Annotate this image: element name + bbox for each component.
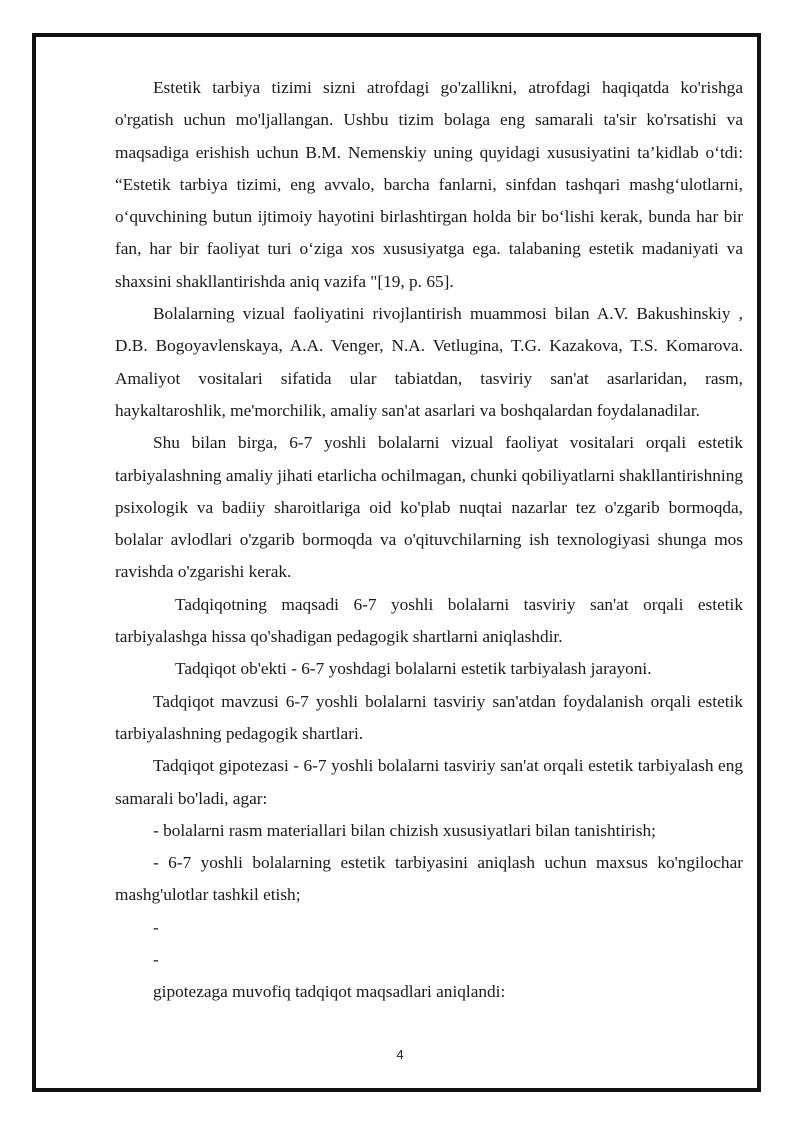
list-item-drawing-materials: - bolalarni rasm materiallari bilan chizish xususiyatlari bilan tanishtirish;	[153, 820, 656, 840]
paragraph-research-goals: gipotezaga muvofiq tadqiqot maqsadlari aniqlandi:	[153, 982, 506, 1002]
page-number: 4	[396, 1047, 404, 1062]
paragraph-aesthetic-system: Estetik tarbiya tizimi sizni atrofdagi go'zallikni, atrofdagi haqiqatda ko'rishga o'rgatish uchun mo'ljallangan. Ushbu tizim bolaga eng samarali ta'sir ko'rsatishi va maqsadiga erishish uchun B.M. Nemenskiy uning quyidagi xususiyatini ta’kidlab o‘tdi: “Estetik tarbiya tizimi, eng avvalo, barcha fanlarni, sinfdan tashqari mashg‘ulotlarni, o‘quvchining butun ijtimoiy hayotini birlashtirgan holda bir bo‘lishi kerak, bunda har bir fan, har bir faoliyat turi o‘ziga xos xususiyatga ega. talabaning estetik madaniyati va shaxsini shakllantirishda aniq vazifa "[19, p. 65].	[115, 78, 743, 291]
paragraph-research-subject: Tadqiqot mavzusi 6-7 yoshli bolalarni tasviriy san'atdan foydalanish orqali estetik tarbiyalashning pedagogik shartlari.	[115, 691, 743, 743]
paragraph-practical-aspect: Shu bilan birga, 6-7 yoshli bolalarni vizual faoliyat vositalari orqali estetik tarbiyalashning amaliy jihati etarlicha ochilmagan, chunki qobiliyatlarni shakllantirishning psixologik va badiiy sharoitlariga oid ko'plab nuqtai nazarlar tez o'zgarib bormoqda, bolalar avlodlari o'zgarib bormoqda va o'qituvchilarning ish texnologiyasi shunga mos ravishda o'zgarishi kerak.	[115, 433, 743, 582]
paragraph-research-object: Tadqiqot ob'ekti - 6-7 yoshdagi bolalarni estetik tarbiyalash jarayoni.	[175, 659, 652, 679]
list-item-special-activities: - 6-7 yoshli bolalarning estetik tarbiyasini aniqlash uchun maxsus ko'ngilochar mashg'ulotlar tashkil etish;	[115, 853, 743, 905]
paragraph-hypothesis: Tadqiqot gipotezasi - 6-7 yoshli bolalarni tasviriy san'at orqali estetik tarbiyalash eng samarali bo'ladi, agar:	[115, 756, 743, 808]
list-item-empty-1: -	[153, 917, 159, 937]
document-body	[115, 72, 743, 1009]
list-item-empty-2: -	[153, 950, 159, 970]
paragraph-research-aim: Tadqiqotning maqsadi 6-7 yoshli bolalarni tasviriy san'at orqali estetik tarbiyalashga hissa qo'shadigan pedagogik shartlarni aniqlashdir.	[115, 594, 743, 647]
paragraph-visual-activity: Bolalarning vizual faoliyatini rivojlantirish muammosi bilan A.V. Bakushinskiy , D.B. Bogoyavlenskaya, A.A. Venger, N.A. Vetlugina, T.G. Kazakova, T.S. Komarova. Amaliyot vositalari sifatida ular tabiatdan, tasviriy san'at asarlaridan, rasm, haykaltaroshlik, me'morchilik, amaliy san'at asarlari va boshqalardan foydalanadilar.	[115, 304, 743, 420]
